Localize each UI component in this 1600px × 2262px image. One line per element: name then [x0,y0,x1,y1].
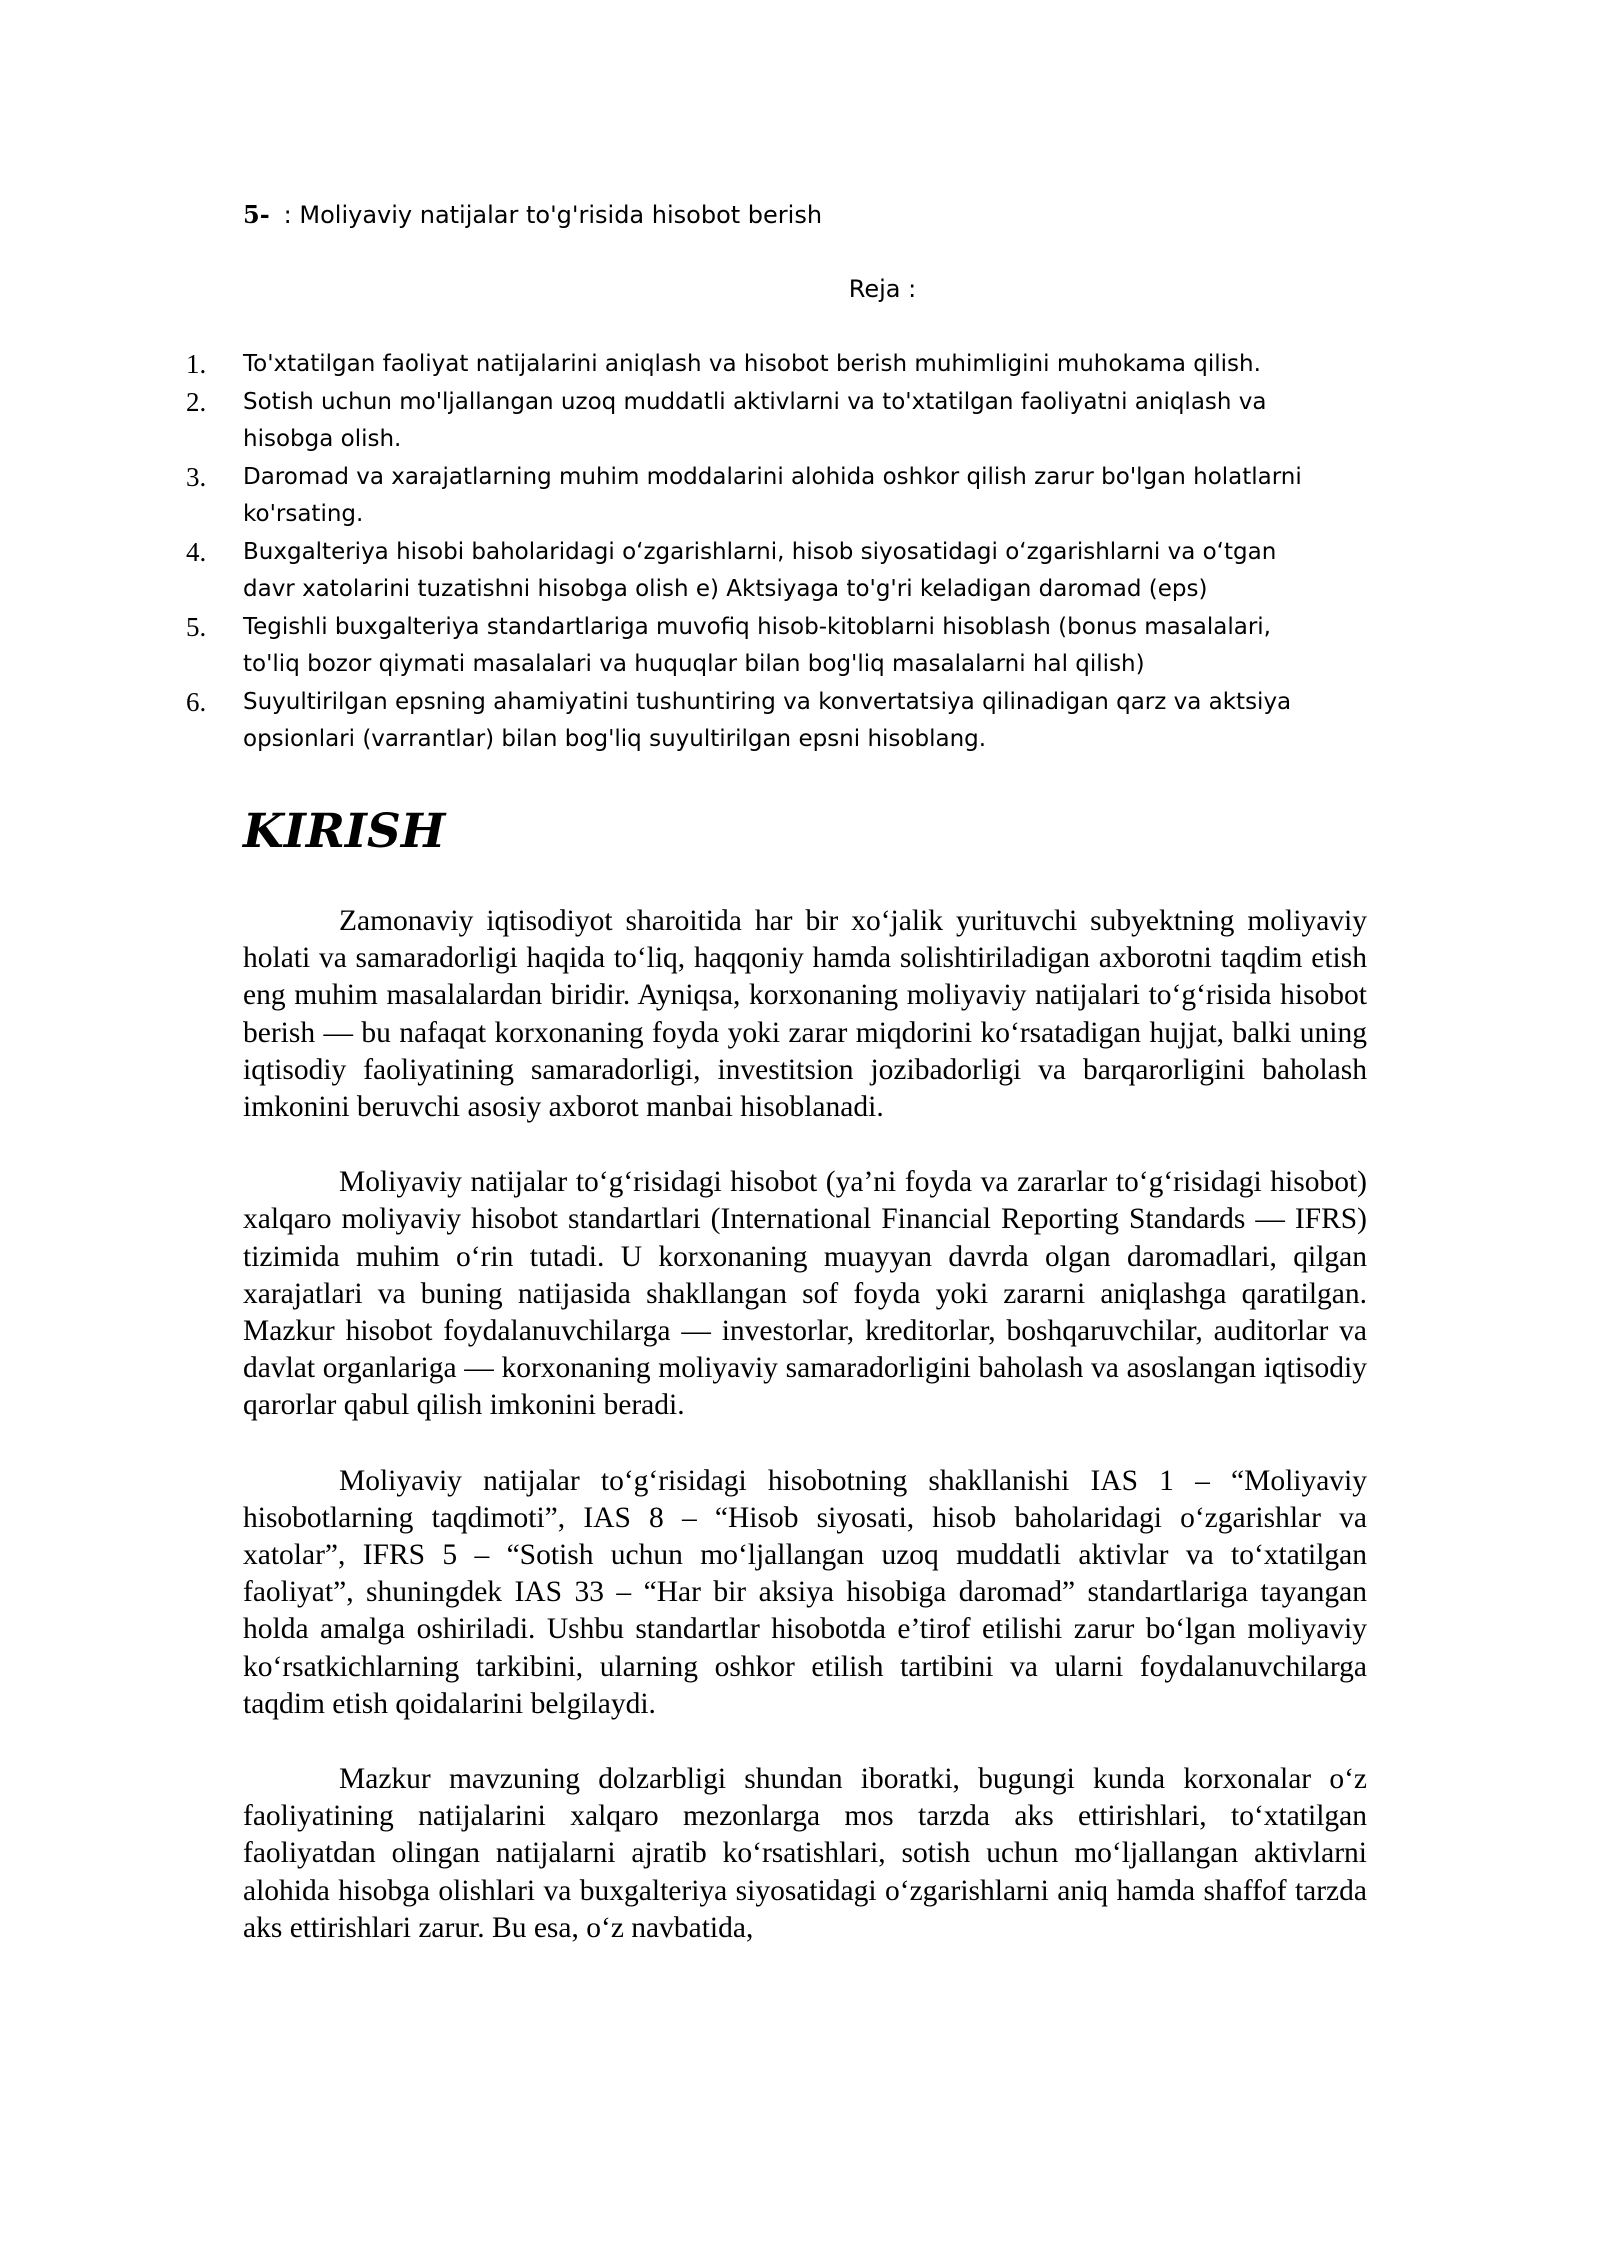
list-item-number: 2. [186,387,207,417]
list-item-text: Buxgalteriya hisobi baholaridagi oʻzgarishlarni, hisob siyosatidagi oʻzgarishlarni va oʻtgan davr xatolarini tuzatishni hisobga olish e) Aktsiyaga to'g'ri keladigan daromad (eps) [243,539,1277,602]
list-item-text: Suyultirilgan epsning ahamiyatini tushuntiring va konvertatsiya qilinadigan qarz va aktsiya opsionlari (varrantlar) bilan bog'liq suyultirilgan epsni hisoblang. [243,689,1292,752]
list-item [186,684,1366,758]
list-item-number: 3. [186,462,207,492]
list-item [186,384,1366,458]
list-item [186,609,1366,683]
list-item-text: Tegishli buxgalteriya standartlariga muvofiq hisob-kitoblarni hisoblash (bonus masalalari, to'liq bozor qiymati masalalari va huquqlar bilan bog'liq masalalarni hal qilish) [243,614,1271,677]
paragraph: Mazkur mavzuning dolzarbligi shundan iboratki, bugungi kunda korxonalar oʻz faoliyatining natijalarini xalqaro mezonlarga mos tarzda aks ettirishlari, toʻxtatilgan faoliyatdan olingan natijalarni ajratib koʻrsatishlari, sotish uchun moʻljallangan aktivlarni alohida hisobga olishlari va buxgalteriya siyosatidagi oʻzgarishlarni aniq hamda shaffof tarzda aks ettirishlari zarur. Bu esa, oʻz navbatida, [243,1763,1367,1944]
list-item-number: 1. [186,349,207,379]
list-item [186,534,1366,608]
list-item-text: Sotish uchun mo'ljallangan uzoq muddatli aktivlarni va to'xtatilgan faoliyatni aniqlash va hisobga olish. [243,389,1267,452]
plan-label-text: Reja : [848,275,917,303]
heading-title: : Moliyaviy natijalar to'g'risida hisobot berish [283,201,823,229]
list-item-number: 6. [186,687,207,717]
paragraph: Moliyaviy natijalar toʻgʻrisidagi hisobotning shakllanishi IAS 1 – “Moliyaviy hisobotlarning taqdimoti”, IAS 8 – “Hisob siyosati, hisob baholaridagi oʻzgarishlar va xatolar”, IFRS 5 – “Sotish uchun moʻljallangan uzoq muddatli aktivlar va toʻxtatilgan faoliyat”, shuningdek IAS 33 – “Har bir aksiya hisobiga daromad” standartlariga tayangan holda amalga oshiriladi. Ushbu standartlar hisobotda e’tirof etilishi zarur boʻlgan moliyaviy koʻrsatkichlarning tarkibini, ularning oshkor etilish tartibini va ularni foydalanuvchilarga taqdim etish qoidalarini belgilaydi. [243,1464,1367,1720]
heading-number: 5- [243,200,270,229]
section-body [243,903,1367,1985]
document-heading [243,198,822,232]
list-item-text: Daromad va xarajatlarning muhim moddalarini alohida oshkor qilish zarur bo'lgan holatlarni ko'rsating. [243,464,1302,527]
list-item-number: 4. [186,537,207,567]
plan-label [0,272,1600,306]
list-item-number: 5. [186,612,207,642]
paragraph: Zamonaviy iqtisodiyot sharoitida har bir xoʻjalik yurituvchi subyektning moliyaviy holati va samaradorligi haqida toʻliq, haqqoniy hamda solishtiriladigan axborotni taqdim etish eng muhim masalalardan biridir. Ayniqsa, korxonaning moliyaviy natijalari toʻgʻrisida hisobot berish — bu nafaqat korxonaning foyda yoki zarar miqdorini koʻrsatadigan hujjat, balki uning iqtisodiy faoliyatining samaradorligi, investitsion jozibadorligi va barqarorligini baholash imkonini beruvchi asosiy axborot manbai hisoblanadi. [243,905,1367,1124]
section-title: KIRISH [243,804,446,859]
paragraph: Moliyaviy natijalar toʻgʻrisidagi hisobot (ya’ni foyda va zararlar toʻgʻrisidagi hisobot) xalqaro moliyaviy hisobot standartlari (International Financial Reporting Standards — IFRS) tizimida muhim oʻrin tutadi. U korxonaning muayyan davrda olgan daromadlari, qilgan xarajatlari va buning natijasida shakllangan sof foyda yoki zararni aniqlashga qaratilgan. Mazkur hisobot foydalanuvchilarga — investorlar, kreditorlar, boshqaruvchilar, auditorlar va davlat organlariga — korxonaning moliyaviy samaradorligini baholash va asoslangan iqtisodiy qarorlar qabul qilish imkonini beradi. [243,1166,1367,1422]
list-item [186,346,1366,383]
plan-list [186,346,1366,759]
list-item [186,459,1366,533]
list-item-text: To'xtatilgan faoliyat natijalarini aniqlash va hisobot berish muhimligini muhokama qilish. [243,351,1261,377]
